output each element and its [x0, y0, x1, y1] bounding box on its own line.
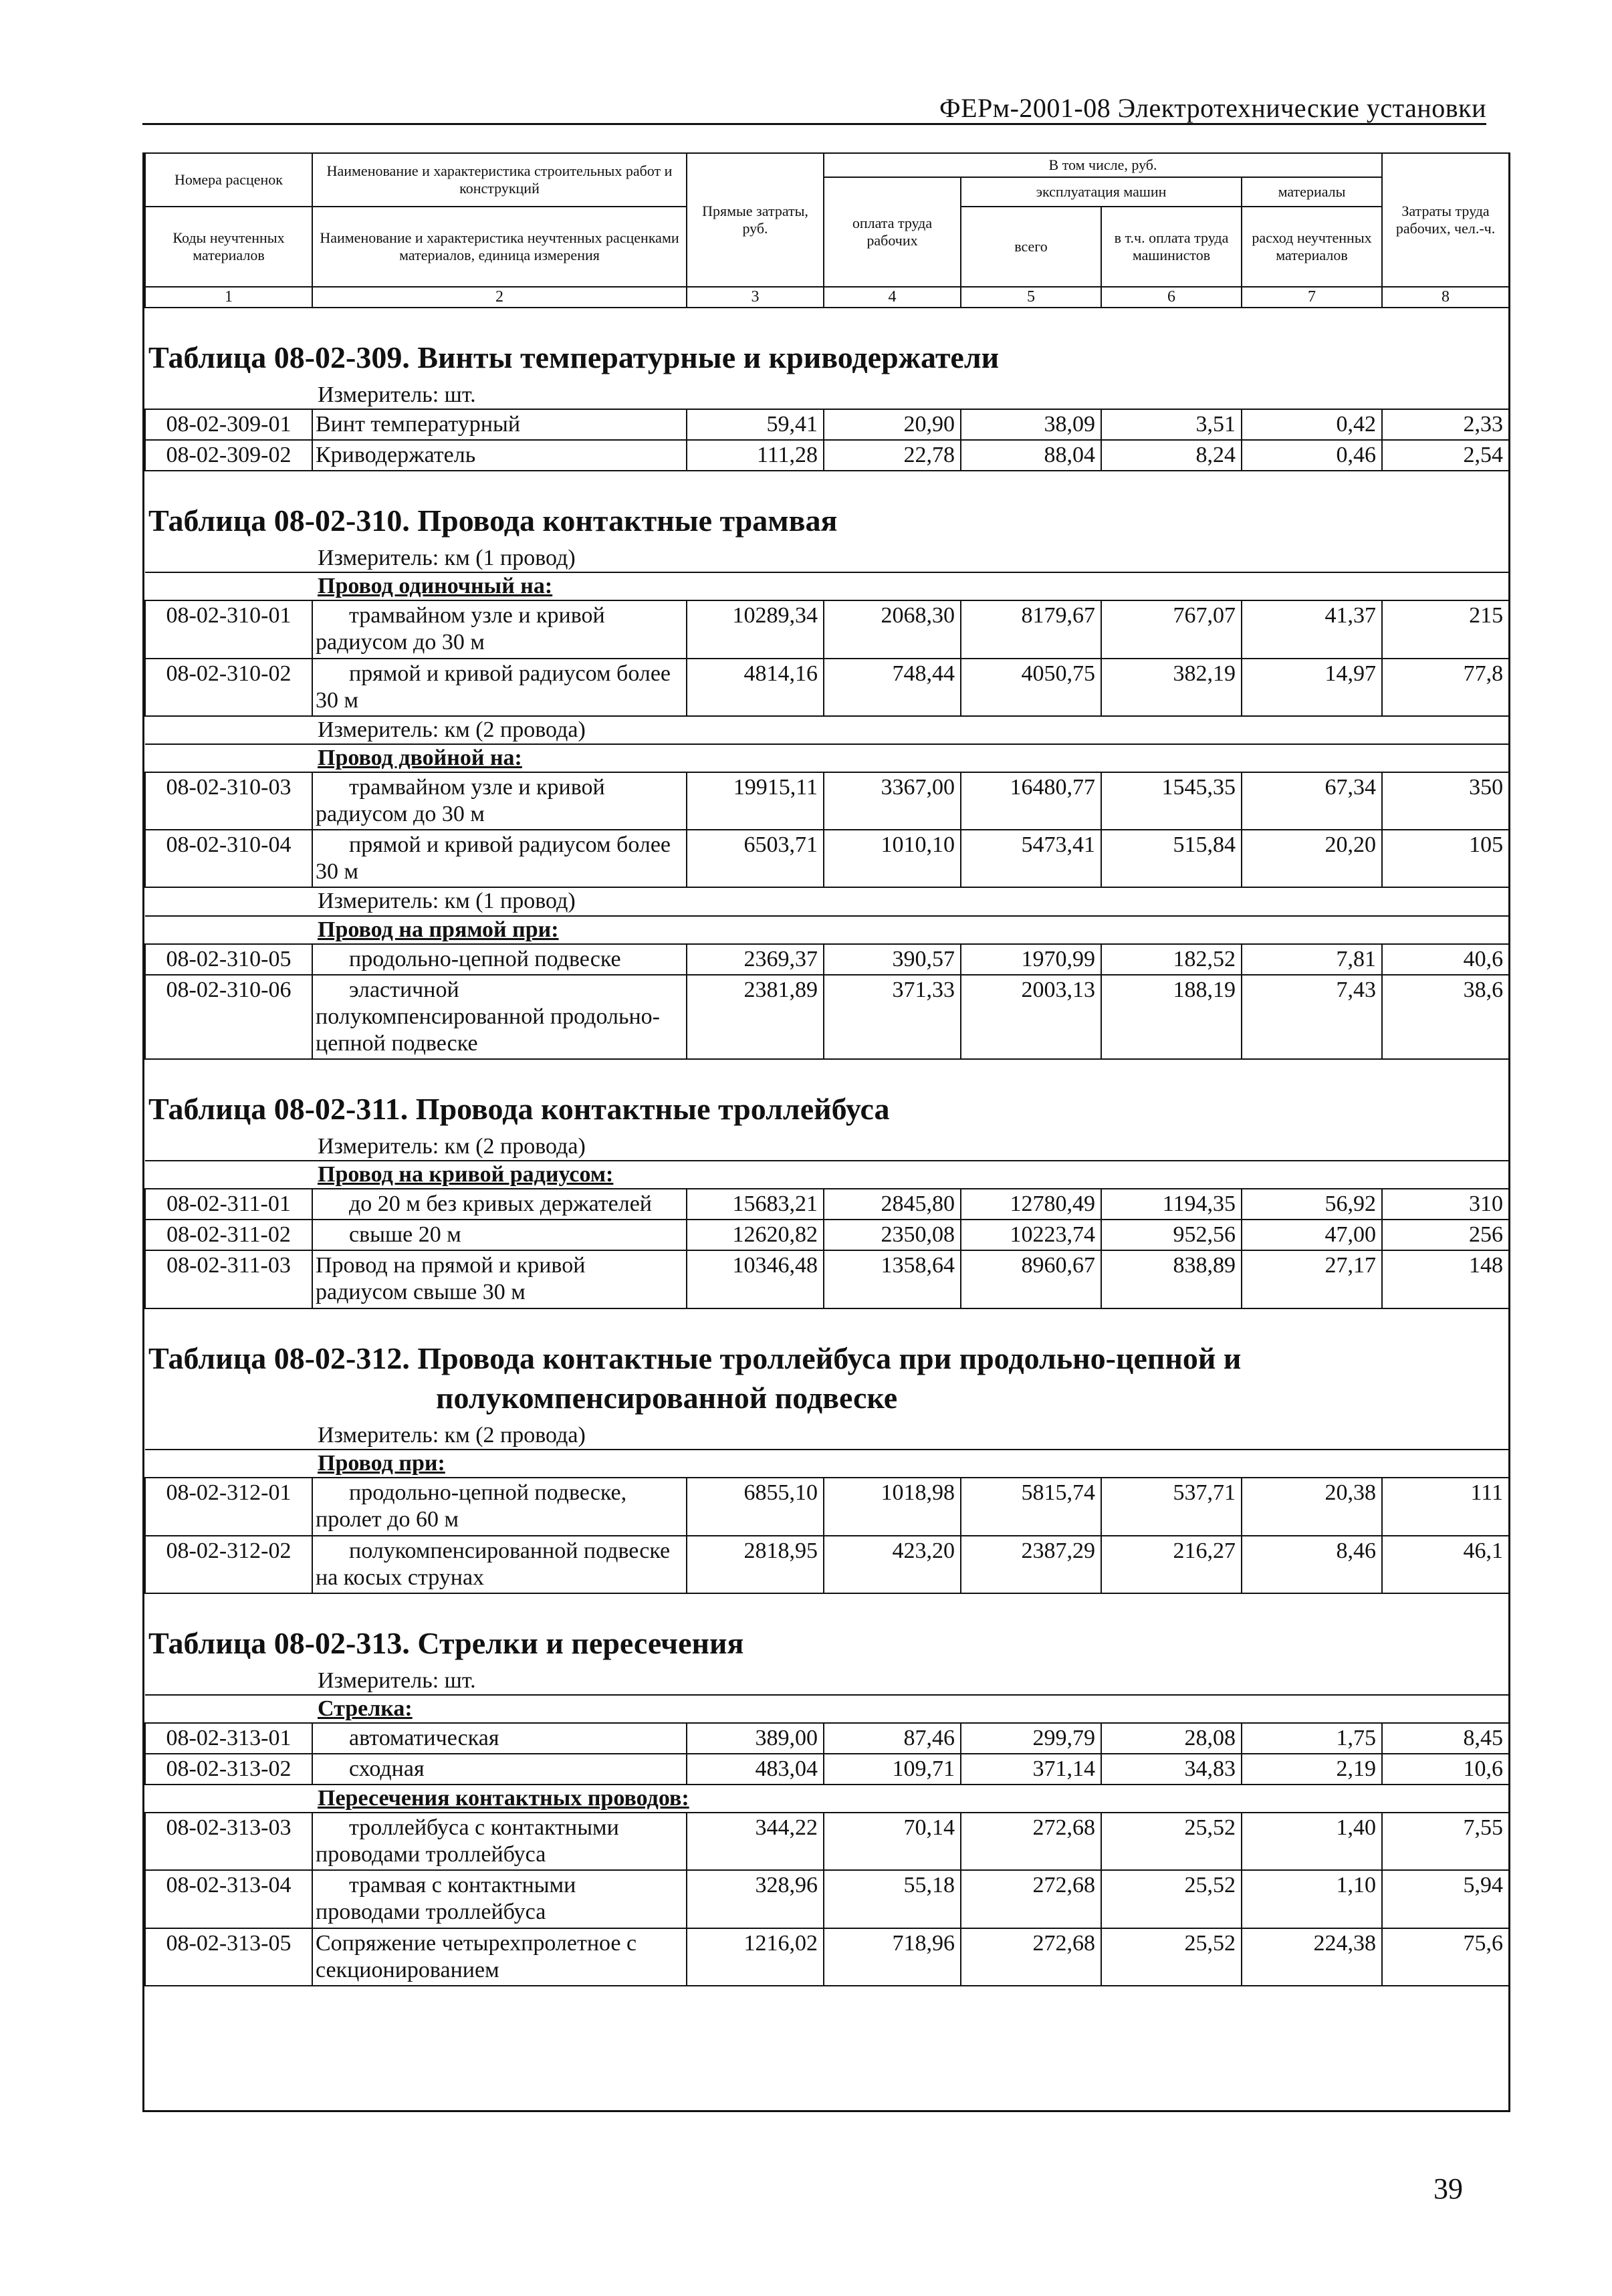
work-name: Криводержатель — [312, 440, 687, 471]
document-header: ФЕРм-2001-08 Электротехнические установки — [939, 93, 1486, 123]
machines-total: 8960,67 — [961, 1250, 1101, 1308]
rate-code: 08-02-311-03 — [145, 1250, 312, 1308]
sections-container — [144, 308, 1508, 1986]
machinists-pay: 537,71 — [1101, 1478, 1242, 1535]
table-row — [145, 1723, 1509, 1754]
section-title — [144, 331, 1508, 382]
machinists-pay: 767,07 — [1101, 600, 1242, 658]
table-row — [145, 772, 1509, 830]
rate-code: 08-02-310-01 — [145, 600, 312, 658]
table-row — [145, 600, 1509, 658]
materials-cost: 14,97 — [1242, 659, 1382, 716]
machinists-pay: 216,27 — [1101, 1536, 1242, 1593]
group-row — [145, 1785, 1509, 1813]
labor-pay: 371,33 — [824, 975, 961, 1059]
machinists-pay: 25,52 — [1101, 1928, 1242, 1986]
machinists-pay: 1194,35 — [1101, 1189, 1242, 1220]
materials-cost: 1,40 — [1242, 1813, 1382, 1870]
rate-code: 08-02-312-01 — [145, 1478, 312, 1535]
table-row — [145, 1220, 1509, 1250]
materials-cost: 20,38 — [1242, 1478, 1382, 1535]
rate-code: 08-02-310-03 — [145, 772, 312, 830]
group-row — [145, 1161, 1509, 1189]
machines-total: 88,04 — [961, 440, 1101, 471]
machinists-pay: 182,52 — [1101, 944, 1242, 975]
measure-row — [145, 716, 1509, 744]
labor-pay: 70,14 — [824, 1813, 961, 1870]
measure-unit: Измеритель: км (2 провода) — [145, 1133, 1509, 1161]
col-machines-header: эксплуатация машин — [961, 177, 1242, 207]
machines-total: 299,79 — [961, 1723, 1101, 1754]
machinists-pay: 28,08 — [1101, 1723, 1242, 1754]
machinists-pay: 838,89 — [1101, 1250, 1242, 1308]
materials-cost: 56,92 — [1242, 1189, 1382, 1220]
materials-cost: 2,19 — [1242, 1754, 1382, 1785]
col-num-4: 4 — [824, 287, 961, 308]
measure-row — [145, 1133, 1509, 1161]
machines-total: 272,68 — [961, 1813, 1101, 1870]
group-heading: Провод на кривой радиусом: — [145, 1161, 1509, 1189]
work-name: троллейбуса с контактными проводами троллейбуса — [312, 1813, 687, 1870]
section-gap — [144, 1594, 1508, 1617]
labor-hours: 310 — [1382, 1189, 1509, 1220]
machinists-pay: 25,52 — [1101, 1870, 1242, 1928]
rate-code: 08-02-313-02 — [145, 1754, 312, 1785]
section-title-text: Таблица 08-02-310. Провода контактные трамвая — [148, 503, 838, 538]
group-row — [145, 744, 1509, 772]
labor-hours: 40,6 — [1382, 944, 1509, 975]
section-gap — [144, 471, 1508, 494]
work-name: прямой и кривой радиусом более 30 м — [312, 659, 687, 716]
section-title-text: Таблица 08-02-311. Провода контактные троллейбуса — [148, 1092, 890, 1127]
direct-cost: 59,41 — [687, 409, 824, 440]
rate-table — [144, 1133, 1510, 1309]
machinists-pay: 3,51 — [1101, 409, 1242, 440]
col-num-2: 2 — [312, 287, 687, 308]
labor-hours: 75,6 — [1382, 1928, 1509, 1986]
direct-cost: 389,00 — [687, 1723, 824, 1754]
section-gap — [144, 1060, 1508, 1082]
labor-hours: 7,55 — [1382, 1813, 1509, 1870]
measure-unit: Измеритель: км (1 провод) — [145, 545, 1509, 572]
direct-cost: 2381,89 — [687, 975, 824, 1059]
rate-code: 08-02-309-02 — [145, 440, 312, 471]
materials-cost: 47,00 — [1242, 1220, 1382, 1250]
section-title — [144, 1332, 1508, 1423]
work-name: свыше 20 м — [312, 1220, 687, 1250]
direct-cost: 344,22 — [687, 1813, 824, 1870]
table-row — [145, 975, 1509, 1059]
section-title — [144, 1617, 1508, 1668]
machines-total: 4050,75 — [961, 659, 1101, 716]
work-name: Винт температурный — [312, 409, 687, 440]
labor-hours: 111 — [1382, 1478, 1509, 1535]
machines-total: 8179,67 — [961, 600, 1101, 658]
work-name: продольно-цепной подвеске — [312, 944, 687, 975]
group-row — [145, 1695, 1509, 1723]
col-pay-header: оплата труда рабочих — [824, 177, 961, 287]
rate-code: 08-02-311-02 — [145, 1220, 312, 1250]
machinists-pay: 1545,35 — [1101, 772, 1242, 830]
rate-code: 08-02-310-02 — [145, 659, 312, 716]
table-row — [145, 1928, 1509, 1986]
col-num-3: 3 — [687, 287, 824, 308]
direct-cost: 10289,34 — [687, 600, 824, 658]
labor-hours: 10,6 — [1382, 1754, 1509, 1785]
rate-code: 08-02-313-01 — [145, 1723, 312, 1754]
header-rule — [142, 123, 1486, 125]
rate-table — [144, 1422, 1510, 1594]
machinists-pay: 188,19 — [1101, 975, 1242, 1059]
table-row — [145, 1478, 1509, 1535]
work-name: трамвайном узле и кривой радиусом до 30 м — [312, 600, 687, 658]
direct-cost: 12620,82 — [687, 1220, 824, 1250]
group-heading: Стрелка: — [145, 1695, 1509, 1723]
table-row — [145, 409, 1509, 440]
column-number-row — [145, 287, 1509, 308]
col-machines-total-header: всего — [961, 207, 1101, 287]
group-heading: Провод на прямой при: — [145, 916, 1509, 944]
col-machines-pay-header: в т.ч. оплата труда машинистов — [1101, 207, 1242, 287]
group-heading: Провод одиночный на: — [145, 572, 1509, 600]
labor-hours: 148 — [1382, 1250, 1509, 1308]
materials-cost: 7,81 — [1242, 944, 1382, 975]
labor-pay: 1010,10 — [824, 830, 961, 887]
materials-cost: 7,43 — [1242, 975, 1382, 1059]
machinists-pay: 382,19 — [1101, 659, 1242, 716]
labor-pay: 390,57 — [824, 944, 961, 975]
machinists-pay: 8,24 — [1101, 440, 1242, 471]
measure-unit: Измеритель: км (2 провода) — [145, 716, 1509, 744]
col-num-5: 5 — [961, 287, 1101, 308]
machines-total: 38,09 — [961, 409, 1101, 440]
work-name: эластичной полукомпенсированной продольно-цепной подвеске — [312, 975, 687, 1059]
materials-cost: 1,10 — [1242, 1870, 1382, 1928]
labor-pay: 2845,80 — [824, 1189, 961, 1220]
work-name: Сопряжение четырехпролетное с секционированием — [312, 1928, 687, 1986]
rate-code: 08-02-312-02 — [145, 1536, 312, 1593]
materials-cost: 27,17 — [1242, 1250, 1382, 1308]
col-num-7: 7 — [1242, 287, 1382, 308]
machinists-pay: 952,56 — [1101, 1220, 1242, 1250]
measure-unit: Измеритель: км (1 провод) — [145, 887, 1509, 915]
materials-cost: 224,38 — [1242, 1928, 1382, 1986]
labor-pay: 22,78 — [824, 440, 961, 471]
col-name-header: Наименование и характеристика строительных работ и конструкций — [312, 153, 687, 207]
col-number-header: Номера расценок — [145, 153, 312, 207]
rate-code: 08-02-310-06 — [145, 975, 312, 1059]
work-name: трамвайном узле и кривой радиусом до 30 м — [312, 772, 687, 830]
section-title-text: Таблица 08-02-312. Провода контактные троллейбуса при продольно-цепной и — [148, 1341, 1242, 1375]
materials-cost: 1,75 — [1242, 1723, 1382, 1754]
measure-unit: Измеритель: шт. — [145, 382, 1509, 409]
group-row — [145, 1450, 1509, 1478]
section-gap — [144, 308, 1508, 331]
work-name: полукомпенсированной подвеске на косых струнах — [312, 1536, 687, 1593]
labor-pay: 87,46 — [824, 1723, 961, 1754]
labor-pay: 718,96 — [824, 1928, 961, 1986]
direct-cost: 483,04 — [687, 1754, 824, 1785]
col-num-1: 1 — [145, 287, 312, 308]
work-name: Провод на прямой и кривой радиусом свыше 30 м — [312, 1250, 687, 1308]
section-title — [144, 494, 1508, 545]
machines-total: 272,68 — [961, 1870, 1101, 1928]
section-title-text: Таблица 08-02-309. Винты температурные и криводержатели — [148, 340, 1000, 375]
machines-total: 12780,49 — [961, 1189, 1101, 1220]
col-materials-sub-header: расход неучтенных материалов — [1242, 207, 1382, 287]
work-name: прямой и кривой радиусом более 30 м — [312, 830, 687, 887]
rate-sheet — [142, 152, 1510, 2112]
labor-pay: 1358,64 — [824, 1250, 961, 1308]
rate-code: 08-02-309-01 — [145, 409, 312, 440]
labor-hours: 105 — [1382, 830, 1509, 887]
work-name: до 20 м без кривых держателей — [312, 1189, 687, 1220]
machines-total: 2003,13 — [961, 975, 1101, 1059]
col-codes-header: Коды неучтенных материалов — [145, 207, 312, 287]
group-heading: Пересечения контактных проводов: — [145, 1785, 1509, 1813]
direct-cost: 15683,21 — [687, 1189, 824, 1220]
work-name: автоматическая — [312, 1723, 687, 1754]
rate-table — [144, 545, 1510, 1060]
direct-cost: 1216,02 — [687, 1928, 824, 1986]
labor-hours: 2,54 — [1382, 440, 1509, 471]
machines-total: 272,68 — [961, 1928, 1101, 1986]
work-name: сходная — [312, 1754, 687, 1785]
col-labor-header: Затраты труда рабочих, чел.-ч. — [1382, 153, 1509, 287]
section-title-text: полукомпенсированной подвеске — [436, 1381, 898, 1415]
col-direct-header: Прямые затраты, руб. — [687, 153, 824, 287]
labor-hours: 2,33 — [1382, 409, 1509, 440]
table-row — [145, 830, 1509, 887]
materials-cost: 20,20 — [1242, 830, 1382, 887]
materials-cost: 67,34 — [1242, 772, 1382, 830]
materials-cost: 8,46 — [1242, 1536, 1382, 1593]
machinists-pay: 25,52 — [1101, 1813, 1242, 1870]
group-heading: Провод при: — [145, 1450, 1509, 1478]
labor-hours: 215 — [1382, 600, 1509, 658]
col-name2-header: Наименование и характеристика неучтенных расценками материалов, единица измерения — [312, 207, 687, 287]
rate-code: 08-02-310-04 — [145, 830, 312, 887]
labor-pay: 423,20 — [824, 1536, 961, 1593]
table-row — [145, 1189, 1509, 1220]
table-row — [145, 1250, 1509, 1308]
measure-unit: Измеритель: шт. — [145, 1668, 1509, 1695]
measure-row — [145, 1668, 1509, 1695]
direct-cost: 2818,95 — [687, 1536, 824, 1593]
measure-row — [145, 382, 1509, 409]
labor-pay: 20,90 — [824, 409, 961, 440]
measure-row — [145, 887, 1509, 915]
materials-cost: 0,46 — [1242, 440, 1382, 471]
group-row — [145, 572, 1509, 600]
group-heading: Провод двойной на: — [145, 744, 1509, 772]
table-row — [145, 1870, 1509, 1928]
work-name: продольно-цепной подвеске, пролет до 60 м — [312, 1478, 687, 1535]
rate-code: 08-02-310-05 — [145, 944, 312, 975]
materials-cost: 41,37 — [1242, 600, 1382, 658]
machinists-pay: 34,83 — [1101, 1754, 1242, 1785]
labor-hours: 5,94 — [1382, 1870, 1509, 1928]
materials-cost: 0,42 — [1242, 409, 1382, 440]
measure-row — [145, 1422, 1509, 1450]
machines-total: 2387,29 — [961, 1536, 1101, 1593]
labor-hours: 38,6 — [1382, 975, 1509, 1059]
labor-pay: 2350,08 — [824, 1220, 961, 1250]
table-row — [145, 440, 1509, 471]
table-row — [145, 1536, 1509, 1593]
rate-code: 08-02-313-04 — [145, 1870, 312, 1928]
rate-table — [144, 1668, 1510, 1986]
labor-hours: 46,1 — [1382, 1536, 1509, 1593]
labor-pay: 109,71 — [824, 1754, 961, 1785]
table-row — [145, 659, 1509, 716]
rate-table — [144, 382, 1510, 471]
machines-total: 5815,74 — [961, 1478, 1101, 1535]
labor-pay: 748,44 — [824, 659, 961, 716]
rate-code: 08-02-313-05 — [145, 1928, 312, 1986]
labor-pay: 3367,00 — [824, 772, 961, 830]
machines-total: 16480,77 — [961, 772, 1101, 830]
direct-cost: 19915,11 — [687, 772, 824, 830]
page-number: 39 — [1433, 2172, 1463, 2205]
work-name: трамвая с контактными проводами троллейбуса — [312, 1870, 687, 1928]
labor-pay: 55,18 — [824, 1870, 961, 1928]
machines-total: 5473,41 — [961, 830, 1101, 887]
direct-cost: 2369,37 — [687, 944, 824, 975]
table-row — [145, 944, 1509, 975]
labor-pay: 1018,98 — [824, 1478, 961, 1535]
labor-pay: 2068,30 — [824, 600, 961, 658]
machines-total: 1970,99 — [961, 944, 1101, 975]
column-header-table — [144, 152, 1510, 308]
labor-hours: 77,8 — [1382, 659, 1509, 716]
section-gap — [144, 1309, 1508, 1332]
rate-code: 08-02-313-03 — [145, 1813, 312, 1870]
machinists-pay: 515,84 — [1101, 830, 1242, 887]
measure-unit: Измеритель: км (2 провода) — [145, 1422, 1509, 1450]
col-num-8: 8 — [1382, 287, 1509, 308]
measure-row — [145, 545, 1509, 572]
machines-total: 371,14 — [961, 1754, 1101, 1785]
direct-cost: 4814,16 — [687, 659, 824, 716]
direct-cost: 6855,10 — [687, 1478, 824, 1535]
labor-hours: 8,45 — [1382, 1723, 1509, 1754]
direct-cost: 328,96 — [687, 1870, 824, 1928]
labor-hours: 350 — [1382, 772, 1509, 830]
section-title-text: Таблица 08-02-313. Стрелки и пересечения — [148, 1625, 744, 1660]
direct-cost: 111,28 — [687, 440, 824, 471]
section-title — [144, 1082, 1508, 1133]
direct-cost: 6503,71 — [687, 830, 824, 887]
group-row — [145, 916, 1509, 944]
rate-code: 08-02-311-01 — [145, 1189, 312, 1220]
col-num-6: 6 — [1101, 287, 1242, 308]
table-row — [145, 1754, 1509, 1785]
machines-total: 10223,74 — [961, 1220, 1101, 1250]
table-row — [145, 1813, 1509, 1870]
direct-cost: 10346,48 — [687, 1250, 824, 1308]
col-materials-header: материалы — [1242, 177, 1382, 207]
labor-hours: 256 — [1382, 1220, 1509, 1250]
col-incl-header: В том числе, руб. — [824, 153, 1382, 177]
